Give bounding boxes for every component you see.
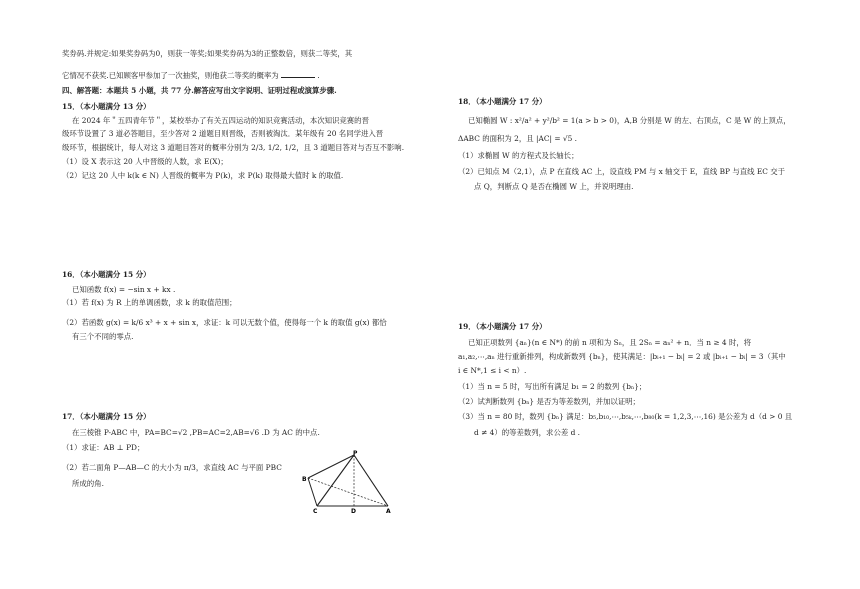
q17-heading: 17．（本小题满分 15 分）: [62, 412, 151, 421]
vertex-label-d: D: [351, 508, 356, 514]
q15-para-1: 在 2024 年＂五四青年节＂，某校举办了有关五四运动的知识竞赛活动，本次知识竞赛的晋: [72, 116, 369, 125]
q18-para-2: ΔABC 的面积为 2，且 |AC| = √5 .: [458, 134, 577, 143]
intro-line-1: 奖券码.并规定:如果奖券码为0，则获一等奖;如果奖券码为3的正整数倍，则获二等奖，其: [62, 49, 353, 58]
q18-sub-1: （1）求椭圆 W 的方程式及长轴长；: [458, 151, 579, 160]
q15-sub-2: （2）记这 20 人中 k(k ∈ N) 人晋级的概率为 P(k)，求 P(k) 取得最大值时 k 的取值.: [62, 171, 344, 180]
vertex-label-a: A: [386, 508, 391, 514]
q18-sub-2: （2）已知点 M（2,1），点 P 在直线 AC 上，设直线 PM 与 x 轴交于 E，直线 BP 与直线 EC 交于: [458, 167, 786, 176]
q16-para-1: 已知函数 f(x) = −sin x + kx .: [72, 285, 176, 294]
q19-sub-3-cont: d ≠ 4）的等差数列，求公差 d .: [474, 428, 581, 437]
q15-para-2: 级环节设置了 3 道必答题目，至少答对 2 道题目则晋级，否则被淘汰．某年级有 20 名同学进入晋: [62, 129, 384, 138]
q15-heading: 15．（本小题满分 13 分）: [62, 102, 151, 111]
intro-line-2: 它情况不获奖.已知顾客甲参加了一次抽奖，则他获二等奖的概率为 .: [62, 71, 320, 80]
tetrahedron-figure: [298, 450, 410, 514]
q17-sub-1: （1）求证：AB ⊥ PD；: [62, 443, 145, 452]
q19-sub-2: （2）试判断数列 {bₙ} 是否为等差数列，并加以证明；: [458, 397, 640, 406]
q19-para-3: i ∈ N*,1 ≤ i < n）.: [458, 366, 527, 375]
q19-heading: 19．（本小题满分 17 分）: [458, 322, 547, 331]
q19-para-2: a₁,a₂,⋯,aₙ 进行重新排列，构成新数列 {bₙ}，使其满足：|bᵢ₊₁ − bᵢ| = 2 或 |bᵢ₊₁ − bᵢ| = 3（其中: [458, 352, 786, 361]
q19-sub-3: （3）当 n = 80 时，数列 {bₙ} 满足：b₅,b₁₀,⋯,b₅ₖ,⋯,b₈₀(k = 1,2,3,⋯,16) 是公差为 d（d > 0 且: [458, 412, 793, 421]
q19-para-1: 已知正项数列 {aₙ}(n ∈ N*) 的前 n 项和为 Sₙ，且 2Sₙ = aₙ² + n．当 n ≥ 4 时，将: [468, 338, 752, 347]
q19-sub-1: （1）当 n = 5 时，写出所有满足 b₁ = 2 的数列 {bₙ}；: [458, 382, 647, 391]
q16-sub-2: （2）若函数 g(x) = k/6 x³ + x + sin x，求证：k 可以无数个值，使得每一个 k 的取值 g(x) 都恰: [62, 318, 387, 327]
q18-para-1: 已知椭圆 W : x²/a² + y²/b² = 1(a > b > 0)，A,B 分别是 W 的左、右顶点，C 是 W 的上顶点，: [468, 116, 791, 125]
vertex-label-b: B: [302, 476, 307, 483]
section-heading: 四、解答题：本题共 5 小题，共 77 分.解答应写出文字说明、证明过程或演算步骤.: [62, 86, 337, 95]
q17-sub-2: （2）若二面角 P—AB—C 的大小为 π/3，求直线 AC 与平面 PBC: [62, 463, 282, 472]
vertex-label-p: P: [353, 450, 358, 457]
q17-sub-2-cont: 所成的角.: [72, 479, 104, 488]
q16-sub-1: （1）若 f(x) 为 R 上的单调函数，求 k 的取值范围；: [62, 298, 237, 307]
q16-sub-2-cont: 有三个不同的零点.: [72, 332, 134, 341]
q17-para-1: 在三棱锥 P-ABC 中，PA=BC=√2 ,PB=AC=2,AB=√6 .D 为 AC 的中点.: [72, 428, 320, 437]
q15-para-3: 级环节，根据统计，每人对这 3 道题目答对的概率分别为 2/3, 1/2, 1/2，且 3 道题目答对与否互不影响.: [62, 143, 405, 152]
q16-heading: 16．（本小题满分 15 分）: [62, 270, 151, 279]
q18-sub-2-cont: 点 Q，判断点 Q 是否在椭圆 W 上，并说明理由.: [474, 182, 634, 191]
q18-heading: 18．（本小题满分 17 分）: [458, 97, 547, 106]
answer-blank[interactable]: [281, 70, 315, 78]
q15-sub-1: （1）设 X 表示这 20 人中晋级的人数，求 E(X)；: [62, 157, 228, 166]
vertex-label-c: C: [313, 508, 318, 514]
